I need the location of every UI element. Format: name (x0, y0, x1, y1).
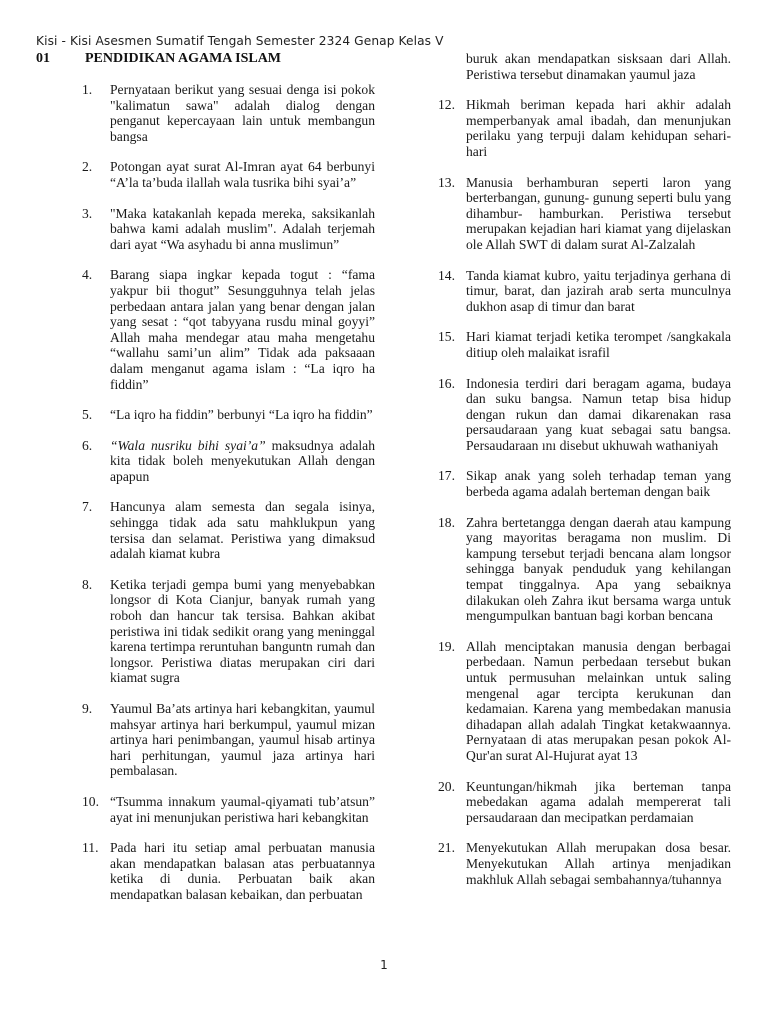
question-item-4 (82, 267, 375, 392)
question-item-9 (82, 701, 375, 779)
question-item-14 (438, 268, 731, 315)
question-item-21 (438, 840, 731, 887)
item-number: 18. (438, 514, 455, 530)
item-number: 15. (438, 329, 455, 345)
question-item-1 (82, 82, 375, 144)
item-number: 12. (438, 97, 455, 113)
question-item-10 (82, 794, 375, 825)
item-text: Potongan ayat surat Al-Imran ayat 64 berbunyi “A’la ta’buda ilallah wala tusrika bihi syai’a” (110, 159, 375, 190)
question-item-12 (438, 97, 731, 159)
right-column (438, 51, 731, 887)
item-number: 11. (82, 840, 99, 856)
item-number: 3. (82, 205, 93, 221)
question-item-18 (438, 515, 731, 624)
item-text: Pernyataan berikut yang sesuai denga isi pokok "kalimatun sawa" adalah dialog dengan penganut kepercayaan lain untuk membangun bangsa (110, 82, 375, 144)
question-item-5 (82, 407, 375, 423)
item-text: Hancunya alam semesta dan segala isinya, sehingga tidak ada satu mahklukpun yang tersisa dan selamat. Peristiwa yang dimaksud adalah kiamat kubra (110, 499, 375, 562)
left-column (82, 82, 375, 903)
item-text: Manusia berhamburan seperti laron yang berterbangan, gunung- gunung seperti bulu yang dihambur- hamburkan. Peristiwa tersebut merupakan kejadian hari kiamat yang dijelaskan ole Allah SWT di dalam surat Al-Zalzalah (466, 174, 731, 252)
item-text (110, 438, 375, 485)
item-number: 14. (438, 267, 455, 283)
item-number: 1. (82, 82, 93, 97)
item-text: Yaumul Ba’ats artinya hari kebangkitan, yaumul mahsyar artinya hari berkumpul, yaumul mizan artinya hari penimbangan, yaumul hisab artinya hari perhitungan, yaumul jaza artinya hari pembalasan. (110, 701, 375, 779)
item-text: “Tsumma innakum yaumal-qiyamati tub’atsun” ayat ini menunjukan peristiwa hari kebangkitan (110, 793, 375, 825)
question-item-20 (438, 779, 731, 826)
page-number: 1 (380, 958, 388, 972)
item-number: 13. (438, 174, 455, 190)
question-item-15 (438, 329, 731, 360)
item-text: Hikmah beriman kepada hari akhir adalah memperbanyak amal ibadah, dan menunjukan perilaku yang terpuji dalam kehidupan sehari-hari (466, 97, 731, 159)
item-text: Allah menciptakan manusia dengan berbagai perbedaan. Namun perbedaan tersebut bukan untuk permusuhan melainkan untuk saling mengenal agar tercipta kerukunan dan kedamaian. Karena yang membedakan manusia dihadapan allah adalah Tingkat ketakwaannya. Pernyataan di atas merupakan pesan pokok Al- Qur'an surat Al-Hujurat ayat 13 (466, 638, 731, 763)
item-text: Ketika terjadi gempa bumi yang menyebabkan longsor di Kota Cianjur, banyak rumah yang roboh dan hancur tak tersisa. Bahkan akibat peristiwa ini tidak sedikit orang yang meninggal karena tertimpa reruntuhan banguntn rumah dan longsor. Peristiwa diatas merupakan ciri dari kiamat sugra (110, 576, 375, 686)
section-title: PENDIDIKAN AGAMA ISLAM (85, 51, 282, 66)
item-number: 10. (82, 793, 99, 809)
section-heading (36, 51, 281, 67)
item-number: 19. (438, 638, 455, 654)
item-11-continuation: buruk akan mendapatkan sisksaan dari Allah. Peristiwa tersebut dinamakan yaumul jaza (466, 51, 731, 82)
item-text: Menyekutukan Allah merupakan dosa besar. Menyekutukan Allah artinya menjadikan makhluk Allah sebagai sembahannya/tuhannya (466, 840, 731, 887)
item-number: 4. (82, 267, 93, 283)
item-text: Keuntungan/hikmah jika berteman tanpa mebedakan agama adalah mempererat tali persaudaraan dan mecipatkan perdamaian (466, 778, 731, 825)
question-item-13 (438, 175, 731, 253)
item-number: 5. (82, 407, 93, 423)
item-number: 17. (438, 468, 455, 484)
item-text: Barang siapa ingkar kepada togut : “fama yakpur bii thogut” Sesungguhnya telah jelas perbedaan antara jalan yang benar dengan jalan yang sesat : “qot tabyyana rusdu minal goyyi” Allah maha mendegar atau maha mengetahu “wallahu sami’un alim” Tidak ada paksaaan dalam menganut agama islam : “La iqro ha fiddin” (110, 267, 375, 392)
item-text: Indonesia terdiri dari beragam agama, budaya dan suku bangsa. Namun tetap bisa hidup dengan rukun dan damai dikarenakan rasa persaudaraan yang kuat sebagai satu bangsa. Persaudaraan ını disebut ukhuwah wathaniyah (466, 375, 731, 453)
question-item-17 (438, 468, 731, 499)
question-item-2 (82, 159, 375, 190)
item-text-rest: maksudnya adalah kita tidak boleh menyekutukan Allah dengan apapun (110, 437, 375, 484)
item-number: 21. (438, 840, 455, 856)
item-number: 2. (82, 159, 93, 175)
document-header-title: Kisi - Kisi Asesmen Sumatif Tengah Semester 2324 Genap Kelas V (36, 34, 444, 48)
item-number: 6. (82, 437, 93, 453)
item-number: 16. (438, 375, 455, 391)
question-item-19 (438, 639, 731, 764)
question-item-7 (82, 499, 375, 561)
item-text: Pada hari itu setiap amal perbuatan manusia akan mendapatkan balasan atas perbuatannya ketika di dunia. Perbuatan baik akan mendapatkan balasan kebaikan, dan perbuatan (110, 840, 375, 902)
item-number: 9. (82, 701, 93, 716)
item-text: "Maka katakanlah kepada mereka, saksikanlah bahwa kami adalah muslim". Adalah terjemah dari ayat “Wa asyhadu bi anna muslimun” (110, 205, 375, 252)
question-item-11 (82, 840, 375, 902)
section-number: 01 (36, 51, 50, 66)
item-number: 20. (438, 778, 455, 794)
item-text: “La iqro ha fiddin” berbunyi “La iqro ha fiddin” (110, 407, 373, 423)
question-item-16 (438, 376, 731, 454)
item-number: 8. (82, 576, 93, 592)
question-item-8 (82, 577, 375, 686)
question-item-3 (82, 206, 375, 253)
item-number: 7. (82, 499, 93, 515)
question-item-6 (82, 438, 375, 485)
item-text: Tanda kiamat kubro, yaitu terjadinya gerhana di timur, barat, dan jazirah arab serta munculnya dukhon asap di timur dan barat (466, 267, 731, 314)
item-text-italic: “Wala nusriku bihi syai’a” (110, 437, 266, 453)
item-text: Zahra bertetangga dengan daerah atau kampung yang mayoritas beragama non muslim. Di kampung tersebut terjadi bencana alam longsor sehingga banyak penduduk yang kehilangan tempat tinggalnya. Apa yang sebaiknya dilakukan oleh Zahra ikut bersama warga untuk mengumpulkan bantuan bagi korban bencana (466, 514, 731, 624)
item-text: Sikap anak yang soleh terhadap teman yang berbeda agama adalah berteman dengan baik (466, 468, 731, 500)
item-text: Hari kiamat terjadi ketika terompet /sangkakala ditiup oleh malaikat israfil (466, 329, 731, 360)
